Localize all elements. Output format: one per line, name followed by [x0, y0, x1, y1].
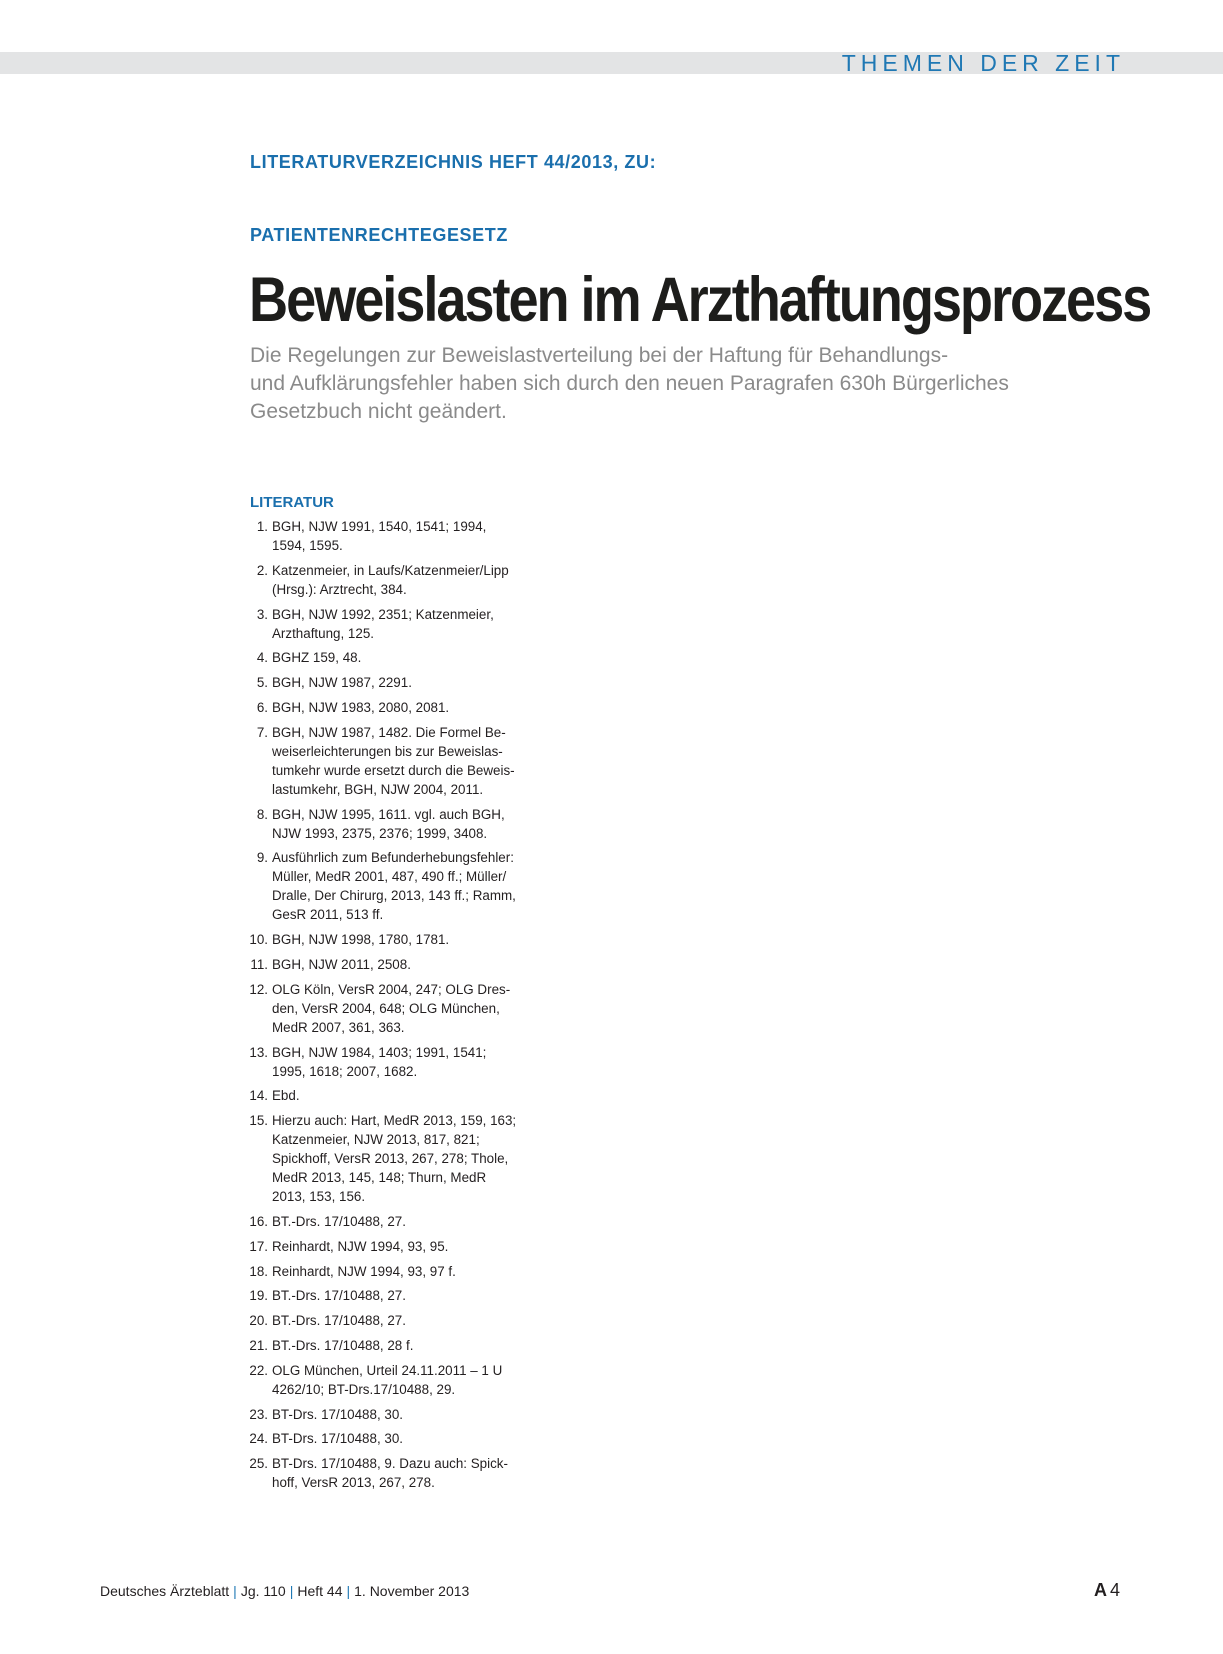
reference-line: Ausführlich zum Befunderhebungsfehler:: [272, 850, 514, 866]
reference-number: 17.: [249, 1238, 268, 1254]
reference-text: [272, 1405, 532, 1424]
reference-number: 16.: [249, 1213, 268, 1229]
lead-line: Gesetzbuch nicht geändert.: [250, 400, 507, 423]
headline: Beweislasten im Arzthaftungsprozess: [249, 265, 1151, 335]
reference-line: Ebd.: [272, 1088, 300, 1104]
reference-line: BT-Drs. 17/10488, 9. Dazu auch: Spick-: [272, 1456, 508, 1472]
reference-item: [232, 1361, 532, 1399]
reference-line: hoff, VersR 2013, 267, 278.: [272, 1475, 435, 1491]
reference-text: [272, 1429, 532, 1448]
reference-item: [232, 561, 532, 599]
reference-number: 13.: [249, 1044, 268, 1060]
reference-item: [232, 1336, 532, 1355]
reference-line: BGH, NJW 2011, 2508.: [272, 956, 411, 972]
reference-text: [272, 1086, 532, 1105]
reference-line: BGH, NJW 1983, 2080, 2081.: [272, 699, 450, 715]
reference-item: [232, 1454, 532, 1492]
reference-item: [232, 1111, 532, 1206]
reference-text: [272, 1454, 532, 1492]
reference-text: [272, 848, 532, 924]
reference-line: BGH, NJW 1984, 1403; 1991, 1541;: [272, 1044, 487, 1060]
reference-line: Spickhoff, VersR 2013, 267, 278; Thole,: [272, 1151, 509, 1167]
reference-item: [232, 1237, 532, 1256]
reference-line: 2013, 153, 156.: [272, 1189, 366, 1205]
page-prefix: A: [1093, 1580, 1107, 1600]
reference-text: [272, 1237, 532, 1256]
reference-number: 19.: [249, 1288, 268, 1304]
reference-item: [232, 1286, 532, 1305]
reference-text: [272, 648, 532, 667]
literature-heading: LITERATUR: [250, 494, 334, 511]
issue: Heft 44: [297, 1583, 343, 1599]
reference-item: [232, 698, 532, 717]
reference-item: [232, 1311, 532, 1330]
reference-list: [232, 517, 532, 1498]
footer-separator: |: [289, 1583, 294, 1599]
reference-line: BGH, NJW 1992, 2351; Katzenmeier,: [272, 606, 494, 622]
reference-line: BT.-Drs. 17/10488, 27.: [272, 1313, 406, 1329]
reference-number: 11.: [250, 956, 268, 972]
reference-text: [272, 605, 532, 643]
reference-line: BGH, NJW 1991, 1540, 1541; 1994,: [272, 519, 487, 534]
reference-line: Katzenmeier, in Laufs/Katzenmeier/Lipp: [272, 562, 509, 578]
page-number-value: 4: [1109, 1580, 1120, 1600]
reference-text: [272, 1043, 532, 1081]
reference-item: [232, 723, 532, 799]
page-number: [1094, 1580, 1120, 1601]
volume: Jg. 110: [240, 1583, 286, 1599]
reference-line: 4262/10; BT-Drs.17/10488, 29.: [272, 1381, 456, 1397]
reference-line: GesR 2011, 513 ff.: [272, 907, 384, 923]
lead-line: und Aufklärungsfehler haben sich durch den neuen Paragrafen 630h Bürgerliches: [250, 372, 1009, 395]
reference-line: BT.-Drs. 17/10488, 27.: [272, 1288, 406, 1304]
reference-number: 12.: [249, 981, 268, 997]
reference-number: 3.: [256, 606, 268, 622]
reference-line: Reinhardt, NJW 1994, 93, 95.: [272, 1238, 449, 1254]
reference-number: 20.: [249, 1313, 268, 1329]
reference-line: Katzenmeier, NJW 2013, 817, 821;: [272, 1132, 480, 1148]
reference-item: [232, 517, 532, 555]
reference-line: lastumkehr, BGH, NJW 2004, 2011.: [272, 781, 484, 797]
reference-number: 15.: [249, 1113, 268, 1129]
reference-item: [232, 1086, 532, 1105]
reference-line: NJW 1993, 2375, 2376; 1999, 3408.: [272, 825, 488, 841]
reference-item: [232, 848, 532, 924]
reference-line: weiserleichterungen bis zur Beweislas-: [272, 743, 503, 759]
reference-line: BT-Drs. 17/10488, 30.: [272, 1431, 404, 1447]
reference-text: [272, 561, 532, 599]
reference-text: [272, 1286, 532, 1305]
kicker-top: LITERATURVERZEICHNIS HEFT 44/2013, ZU:: [250, 152, 657, 172]
reference-text: [272, 1111, 532, 1206]
reference-item: [232, 1262, 532, 1281]
reference-text: [272, 1361, 532, 1399]
reference-line: MedR 2013, 145, 148; Thurn, MedR: [272, 1170, 487, 1186]
issue-date: 1. November 2013: [354, 1583, 470, 1599]
reference-item: [232, 1429, 532, 1448]
lead-line: Die Regelungen zur Beweislastverteilung bei der Haftung für Behandlungs-: [250, 344, 949, 367]
reference-line: Müller, MedR 2001, 487, 490 ff.; Müller/: [272, 869, 507, 885]
reference-item: [232, 805, 532, 843]
footer-separator: |: [346, 1583, 351, 1599]
reference-line: Arzthaftung, 125.: [272, 625, 374, 641]
reference-number: 21.: [249, 1337, 268, 1353]
reference-item: [232, 1043, 532, 1081]
kicker: PATIENTENRECHTEGESETZ: [250, 225, 508, 245]
reference-item: [232, 1405, 532, 1424]
reference-number: 2.: [256, 562, 268, 578]
reference-text: [272, 930, 532, 949]
reference-line: Reinhardt, NJW 1994, 93, 97 f.: [272, 1263, 456, 1279]
lead-paragraph: [250, 342, 1130, 426]
reference-number: 1.: [256, 519, 268, 534]
footer-citation: [100, 1583, 469, 1599]
reference-line: BGH, NJW 1987, 1482. Die Formel Be-: [272, 724, 506, 740]
reference-line: BT-Drs. 17/10488, 30.: [272, 1406, 404, 1422]
reference-line: 1594, 1595.: [272, 538, 343, 553]
reference-line: Dralle, Der Chirurg, 2013, 143 ff.; Ramm,: [272, 888, 516, 904]
reference-line: OLG Köln, VersR 2004, 247; OLG Dres-: [272, 981, 511, 997]
reference-number: 14.: [249, 1088, 268, 1104]
reference-item: [232, 648, 532, 667]
reference-number: 18.: [249, 1263, 268, 1279]
reference-text: [272, 980, 532, 1037]
reference-text: [272, 1336, 532, 1355]
reference-item: [232, 955, 532, 974]
reference-text: [272, 955, 532, 974]
reference-line: den, VersR 2004, 648; OLG München,: [272, 1000, 500, 1016]
reference-text: [272, 1262, 532, 1281]
reference-text: [272, 1212, 532, 1231]
reference-item: [232, 980, 532, 1037]
reference-line: BT.-Drs. 17/10488, 28 f.: [272, 1337, 414, 1353]
reference-line: Hierzu auch: Hart, MedR 2013, 159, 163;: [272, 1113, 517, 1129]
reference-number: 4.: [256, 650, 268, 666]
reference-number: 7.: [256, 724, 268, 740]
reference-line: BGH, NJW 1995, 1611. vgl. auch BGH,: [272, 806, 505, 822]
reference-item: [232, 673, 532, 692]
reference-line: BGH, NJW 1998, 1780, 1781.: [272, 932, 450, 948]
reference-number: 5.: [256, 675, 268, 691]
reference-number: 8.: [256, 806, 268, 822]
footer-separator: |: [233, 1583, 237, 1599]
reference-line: (Hrsg.): Arztrecht, 384.: [272, 581, 407, 597]
section-label: THEMEN DER ZEIT: [841, 50, 1125, 76]
reference-number: 6.: [256, 699, 268, 715]
reference-line: tumkehr wurde ersetzt durch die Beweis-: [272, 762, 515, 778]
reference-number: 23.: [249, 1406, 268, 1422]
reference-line: OLG München, Urteil 24.11.2011 – 1 U: [272, 1362, 503, 1378]
reference-line: BGHZ 159, 48.: [272, 650, 362, 666]
reference-text: [272, 723, 532, 799]
reference-text: [272, 673, 532, 692]
reference-item: [232, 930, 532, 949]
reference-number: 24.: [249, 1431, 268, 1447]
reference-number: 22.: [249, 1362, 268, 1378]
reference-line: BGH, NJW 1987, 2291.: [272, 675, 412, 691]
publication-name: Deutsches Ärzteblatt: [100, 1583, 230, 1599]
reference-item: [232, 1212, 532, 1231]
reference-text: [272, 1311, 532, 1330]
reference-number: 9.: [256, 850, 268, 866]
reference-text: [272, 805, 532, 843]
reference-item: [232, 605, 532, 643]
reference-line: BT.-Drs. 17/10488, 27.: [272, 1213, 406, 1229]
reference-number: 25.: [249, 1456, 268, 1472]
reference-text: [272, 698, 532, 717]
reference-number: 10.: [249, 932, 268, 948]
reference-line: MedR 2007, 361, 363.: [272, 1019, 405, 1035]
reference-line: 1995, 1618; 2007, 1682.: [272, 1063, 418, 1079]
reference-text: [272, 517, 532, 555]
